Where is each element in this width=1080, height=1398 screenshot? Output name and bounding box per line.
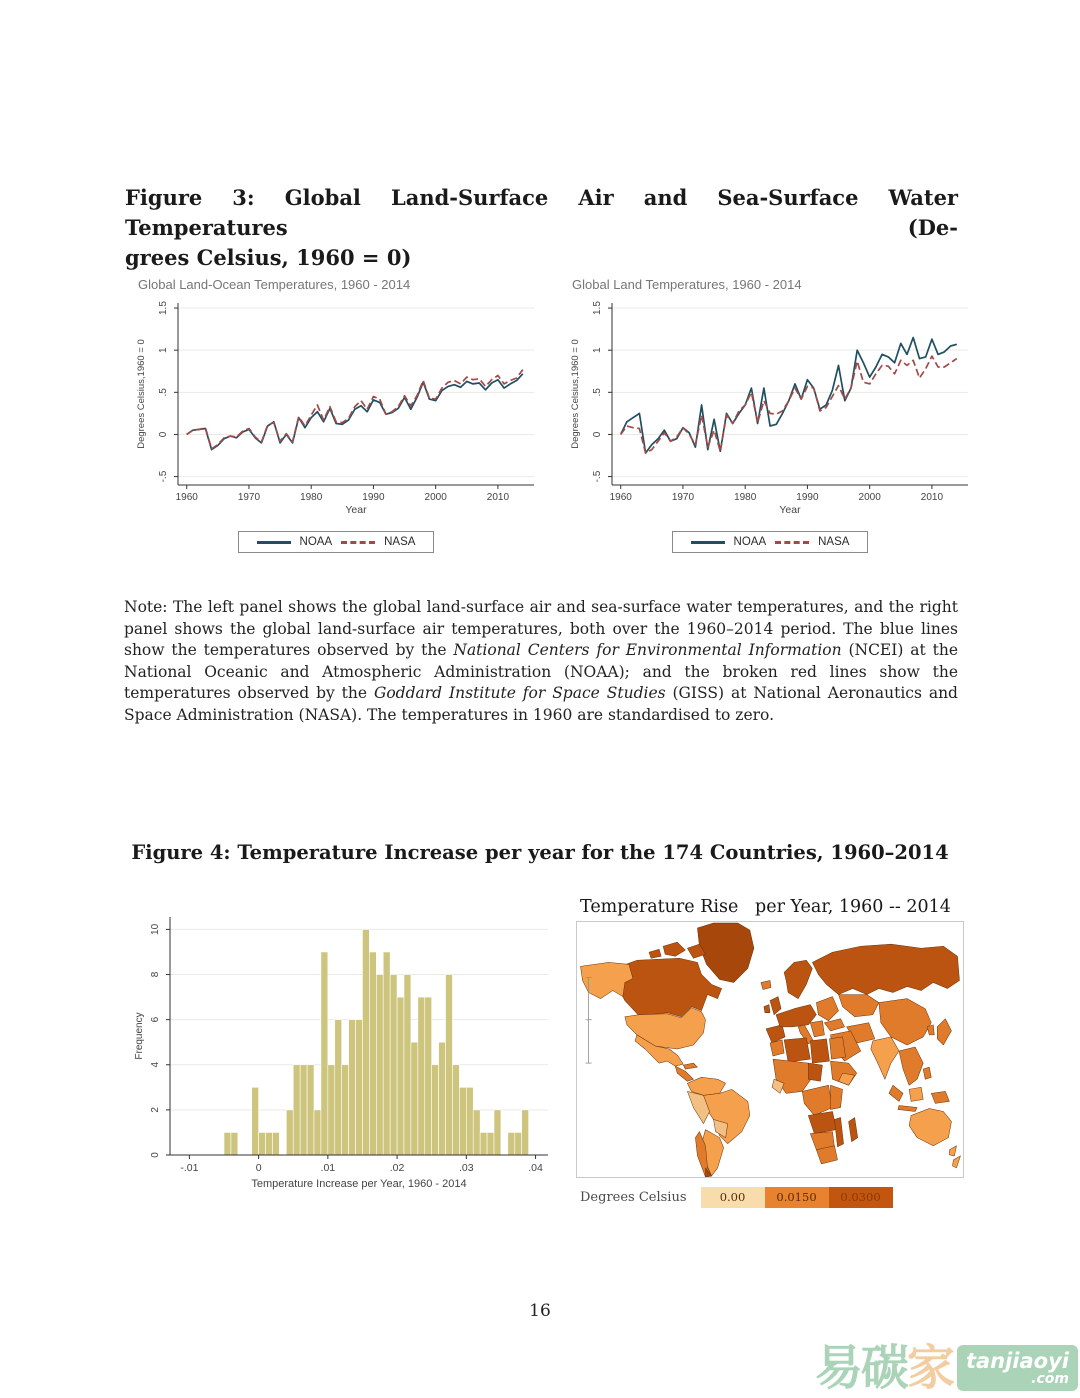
svg-text:0: 0 — [150, 1152, 161, 1158]
noaa-line-sample — [691, 541, 725, 544]
svg-text:0: 0 — [158, 431, 169, 438]
nasa-legend-label: NASA — [818, 536, 850, 548]
figure3-heading-line2: grees Celsius, 1960 = 0) — [125, 244, 412, 270]
svg-text:Degrees Celsius,1960 = 0: Degrees Celsius,1960 = 0 — [570, 339, 581, 449]
svg-text:1960: 1960 — [609, 492, 632, 503]
svg-text:1970: 1970 — [671, 492, 695, 503]
svg-text:2000: 2000 — [424, 492, 447, 503]
page-number: 16 — [529, 1301, 551, 1321]
land-chart-legend — [672, 531, 869, 553]
map-title: Temperature Rise per Year, 1960 -- 2014 — [580, 897, 951, 917]
svg-text:2010: 2010 — [486, 492, 510, 503]
svg-text:.02: .02 — [389, 1162, 405, 1174]
country-canada — [615, 958, 722, 1016]
svg-text:10: 10 — [150, 923, 161, 935]
svg-text:1970: 1970 — [237, 492, 261, 503]
svg-text:-.5: -.5 — [158, 470, 169, 483]
noaa-legend-label: NOAA — [733, 536, 767, 548]
svg-text:.5: .5 — [158, 388, 169, 397]
country-algeria — [784, 1038, 810, 1062]
nasa-line-sample — [775, 541, 809, 544]
country-japan — [937, 1019, 951, 1045]
country-turkey — [824, 1019, 844, 1031]
country-australia — [909, 1108, 951, 1145]
figure4-heading: Figure 4: Temperature Increase per year for the 174 Countries, 1960–2014 — [131, 841, 949, 864]
country-iceland — [761, 980, 771, 989]
svg-text:1960: 1960 — [175, 492, 198, 503]
svg-text:Temperature Increase per Year,: Temperature Increase per Year, 1960 - 2014 — [251, 1178, 467, 1190]
land-ocean-chart-svg — [132, 293, 540, 521]
svg-text:6: 6 — [150, 1016, 161, 1023]
svg-text:1980: 1980 — [734, 492, 757, 503]
map-legend-swatch-low: 0.00 — [701, 1187, 765, 1208]
svg-text:.5: .5 — [592, 388, 603, 397]
histogram-panel — [130, 893, 558, 1208]
watermark-badge — [957, 1345, 1078, 1391]
svg-text:2: 2 — [150, 1107, 161, 1113]
land-chart-title: Global Land Temperatures, 1960 - 2014 — [572, 277, 802, 292]
svg-text:Frequency: Frequency — [134, 1012, 145, 1060]
world-map-svg — [576, 921, 964, 1178]
noaa-legend-label: NOAA — [299, 536, 333, 548]
noaa-line-sample — [257, 541, 291, 544]
country-greenland — [697, 923, 753, 982]
land-chart-panel — [566, 277, 974, 553]
svg-text:.01: .01 — [320, 1162, 336, 1174]
watermark-cjk-characters: 易碳家 — [814, 1340, 953, 1396]
svg-text:8: 8 — [150, 971, 161, 978]
nasa-line-sample — [341, 541, 375, 544]
figure3-heading — [125, 183, 958, 272]
map-legend-label: Degrees Celsius — [580, 1190, 687, 1205]
country-east-europe — [816, 997, 838, 1021]
svg-text:1.5: 1.5 — [158, 301, 169, 316]
figure3-charts-row — [132, 277, 974, 553]
histogram-svg — [130, 903, 558, 1203]
world-map-countries — [581, 923, 961, 1177]
country-russia — [812, 944, 959, 994]
map-legend-swatch-mid: 0.0150 — [765, 1187, 829, 1208]
svg-text:1: 1 — [158, 347, 169, 353]
watermark — [814, 1340, 1078, 1396]
svg-text:2010: 2010 — [920, 492, 944, 503]
country-congo — [802, 1085, 832, 1115]
country-new-zealand — [952, 1156, 960, 1168]
country-india — [871, 1037, 899, 1079]
svg-text:0: 0 — [592, 431, 603, 438]
svg-text:.03: .03 — [459, 1162, 474, 1174]
map-legend-swatch-high: 0.0300 — [829, 1187, 893, 1208]
map-panel — [576, 893, 968, 1208]
country-angola-zambia — [808, 1111, 836, 1133]
svg-text:2000: 2000 — [858, 492, 881, 503]
land-chart-svg — [566, 293, 974, 521]
svg-text:.04: .04 — [528, 1162, 543, 1174]
watermark-badge-line2: .com — [1031, 1371, 1069, 1388]
land-ocean-chart-panel — [132, 277, 540, 553]
map-legend-swatches — [701, 1187, 893, 1208]
svg-text:0: 0 — [255, 1162, 262, 1174]
country-morocco — [770, 1040, 784, 1056]
country-kazakhstan — [839, 995, 879, 1017]
svg-text:Degrees Celsius,1960 = 0: Degrees Celsius,1960 = 0 — [136, 339, 147, 449]
country-libya — [810, 1039, 829, 1063]
svg-text:-.5: -.5 — [592, 470, 603, 483]
svg-text:1.5: 1.5 — [592, 301, 603, 316]
watermark-badge-line1: tanjiaoyi — [965, 1349, 1069, 1374]
land-ocean-chart-legend — [238, 531, 435, 553]
country-uk — [770, 997, 781, 1015]
country-egypt — [829, 1037, 845, 1059]
svg-text:1: 1 — [592, 347, 603, 353]
figure3-note: Note: The left panel shows the global land-surface air and sea-surface water temperatures, and the right panel shows the global land-surface air temperatures, both over the 1960–2014 period. The blue lines show the temperatures observed by the National Centers for Environmental Information (NCEI) at the National Oceanic and Atmospheric Administration (NOAA); and the broken red lines show the temperatures observed by the Goddard Institute for Space Studies (GISS) at National Aeronautics and Space Administration (NASA). The temperatures in 1960 are standardised to zero. — [124, 598, 958, 724]
svg-text:4: 4 — [150, 1061, 161, 1068]
svg-text:1990: 1990 — [362, 492, 385, 503]
svg-text:Year: Year — [779, 504, 801, 516]
svg-text:Year: Year — [345, 504, 367, 516]
figure3-heading-line1: Figure 3: Global Land-Surface Air and Sea-Surface Water Temperatures (De- — [125, 185, 958, 240]
land-ocean-chart-title: Global Land-Ocean Temperatures, 1960 - 2014 — [138, 277, 411, 292]
figure4-row — [130, 893, 968, 1208]
country-se-asia — [899, 1047, 923, 1085]
map-legend — [580, 1187, 968, 1208]
svg-text:1990: 1990 — [796, 492, 819, 503]
svg-text:1980: 1980 — [300, 492, 323, 503]
country-niger-chad — [808, 1063, 822, 1081]
country-madagascar — [849, 1118, 858, 1142]
nasa-legend-label: NASA — [384, 536, 416, 548]
country-scandinavia — [784, 960, 812, 998]
svg-text:-.01: -.01 — [180, 1162, 199, 1174]
